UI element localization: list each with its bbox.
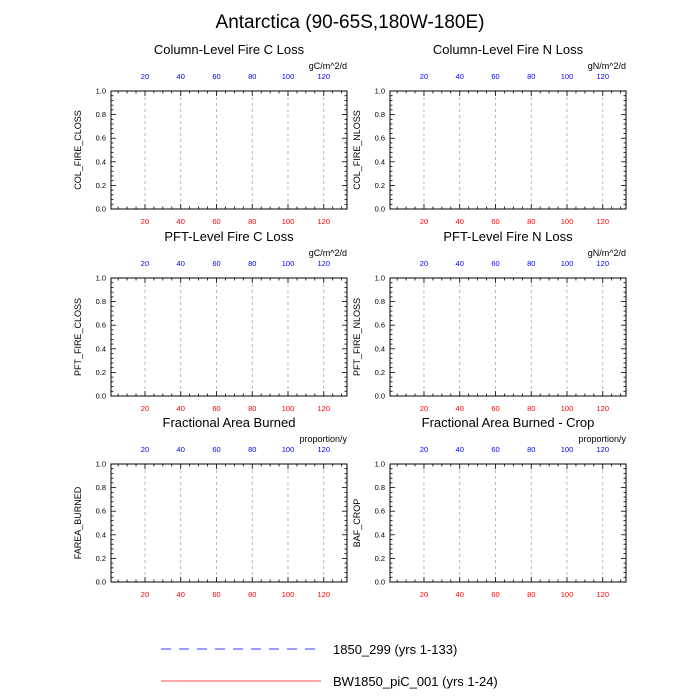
x-tick-label-top: 80: [248, 259, 257, 268]
x-tick-label-top: 20: [140, 72, 150, 81]
legend-label: 1850_299 (yrs 1-133): [333, 642, 458, 657]
x-tick-label-bottom: 60: [212, 590, 221, 599]
chart-panel: [352, 415, 626, 599]
x-tick-label-top: 40: [455, 72, 464, 81]
plot-frame: [111, 464, 347, 582]
x-tick-label-bottom: 60: [491, 590, 500, 599]
units-label: gN/m^2/d: [587, 248, 626, 258]
x-tick-label-top: 100: [560, 72, 574, 81]
y-tick-label: 0.6: [374, 320, 385, 330]
x-tick-label-top: 20: [419, 259, 429, 268]
y-tick-label: 0.6: [95, 320, 106, 330]
x-tick-label-bottom: 20: [140, 590, 150, 599]
y-tick-label: 0.4: [374, 157, 385, 167]
x-tick-label-bottom: 100: [281, 217, 295, 226]
x-tick-label-bottom: 20: [140, 404, 150, 413]
x-tick-label-top: 100: [281, 259, 295, 268]
panel-title: Fractional Area Burned: [162, 415, 296, 430]
panel-title: PFT-Level Fire C Loss: [164, 229, 294, 244]
y-tick-label: 0.2: [95, 367, 106, 377]
y-axis-label: PFT_FIRE_NLOSS: [352, 297, 362, 377]
x-tick-label-top: 80: [527, 259, 536, 268]
x-tick-label-top: 40: [176, 72, 185, 81]
x-tick-label-bottom: 120: [317, 404, 331, 413]
x-tick-label-top: 60: [491, 259, 500, 268]
x-tick-label-top: 120: [596, 445, 610, 454]
x-tick-label-top: 100: [560, 445, 574, 454]
y-tick-label: 0.0: [374, 204, 385, 214]
x-tick-label-top: 60: [491, 72, 500, 81]
x-tick-label-top: 40: [455, 445, 464, 454]
x-tick-label-bottom: 80: [527, 217, 536, 226]
x-tick-label-bottom: 60: [212, 217, 221, 226]
plot-frame: [390, 278, 626, 396]
x-tick-label-bottom: 60: [212, 404, 221, 413]
y-axis-label: FAREA_BURNED: [73, 486, 83, 560]
y-tick-label: 0.8: [374, 297, 385, 307]
y-tick-label: 0.8: [95, 297, 106, 307]
panel-title: Column-Level Fire C Loss: [153, 42, 305, 57]
x-tick-label-bottom: 60: [491, 404, 500, 413]
x-tick-label-bottom: 80: [248, 590, 257, 599]
y-tick-label: 0.4: [95, 157, 106, 167]
x-tick-label-top: 100: [560, 259, 574, 268]
plot-frame: [390, 91, 626, 209]
x-tick-label-bottom: 100: [281, 590, 295, 599]
chart-panels: [73, 42, 626, 599]
plot-frame: [111, 91, 347, 209]
x-tick-label-top: 100: [281, 72, 295, 81]
y-tick-label: 0.2: [95, 553, 106, 563]
units-label: proportion/y: [299, 434, 347, 444]
chart-panel: [352, 42, 626, 226]
panel-title: Fractional Area Burned - Crop: [421, 415, 595, 430]
y-tick-label: 0.2: [374, 180, 385, 190]
y-tick-label: 0.4: [374, 344, 385, 354]
x-tick-label-top: 40: [455, 259, 464, 268]
y-tick-label: 0.4: [95, 344, 106, 354]
y-tick-label: 1.0: [95, 86, 106, 96]
x-tick-label-bottom: 80: [248, 404, 257, 413]
y-axis-label: PFT_FIRE_CLOSS: [73, 297, 83, 377]
x-tick-label-top: 80: [248, 445, 257, 454]
x-tick-label-top: 20: [419, 445, 429, 454]
x-tick-label-top: 40: [176, 445, 185, 454]
units-label: proportion/y: [578, 434, 626, 444]
plot-frame: [390, 464, 626, 582]
x-tick-label-top: 60: [491, 445, 500, 454]
x-tick-label-bottom: 120: [317, 590, 331, 599]
y-tick-label: 1.0: [374, 459, 385, 469]
y-tick-label: 1.0: [95, 273, 106, 283]
y-axis-label: COL_FIRE_NLOSS: [352, 110, 362, 190]
y-tick-label: 0.4: [374, 530, 385, 540]
x-tick-label-bottom: 80: [527, 404, 536, 413]
chart-panel: [352, 229, 626, 413]
x-tick-label-bottom: 120: [596, 590, 610, 599]
x-tick-label-bottom: 100: [560, 217, 574, 226]
x-tick-label-bottom: 100: [281, 404, 295, 413]
x-tick-label-bottom: 120: [317, 217, 331, 226]
x-tick-label-top: 120: [317, 72, 331, 81]
x-tick-label-bottom: 60: [491, 217, 500, 226]
y-tick-label: 0.6: [374, 506, 385, 516]
y-tick-label: 0.0: [374, 577, 385, 587]
chart-panel: [73, 229, 347, 413]
figure-title: Antarctica (90-65S,180W-180E): [215, 12, 485, 33]
y-axis-label: COL_FIRE_CLOSS: [73, 110, 83, 190]
y-tick-label: 0.2: [95, 180, 106, 190]
panel-title: PFT-Level Fire N Loss: [443, 229, 573, 244]
legend-label: BW1850_piC_001 (yrs 1-24): [333, 674, 498, 689]
x-tick-label-top: 20: [140, 259, 150, 268]
x-tick-label-top: 100: [281, 445, 295, 454]
x-tick-label-bottom: 40: [176, 217, 185, 226]
y-tick-label: 0.8: [95, 110, 106, 120]
x-tick-label-top: 120: [596, 72, 610, 81]
x-tick-label-bottom: 20: [140, 217, 150, 226]
x-tick-label-bottom: 100: [560, 404, 574, 413]
x-tick-label-top: 80: [527, 445, 536, 454]
x-tick-label-top: 60: [212, 259, 221, 268]
x-tick-label-bottom: 120: [596, 404, 610, 413]
x-tick-label-top: 120: [317, 259, 331, 268]
y-tick-label: 1.0: [95, 459, 106, 469]
x-tick-label-bottom: 40: [455, 404, 464, 413]
x-tick-label-bottom: 20: [419, 590, 429, 599]
chart-panel: [73, 42, 347, 226]
x-tick-label-bottom: 120: [596, 217, 610, 226]
y-tick-label: 0.6: [95, 133, 106, 143]
x-tick-label-top: 20: [419, 72, 429, 81]
y-tick-label: 1.0: [374, 86, 385, 96]
y-tick-label: 0.0: [95, 391, 106, 401]
y-tick-label: 0.0: [95, 204, 106, 214]
y-tick-label: 0.2: [374, 553, 385, 563]
units-label: gC/m^2/d: [308, 248, 347, 258]
x-tick-label-bottom: 40: [455, 217, 464, 226]
x-tick-label-top: 80: [248, 72, 257, 81]
units-label: gC/m^2/d: [308, 61, 347, 71]
x-tick-label-bottom: 80: [527, 590, 536, 599]
chart-panel: [73, 415, 347, 599]
x-tick-label-bottom: 40: [176, 404, 185, 413]
y-tick-label: 0.8: [95, 483, 106, 493]
units-label: gN/m^2/d: [587, 61, 626, 71]
x-tick-label-top: 80: [527, 72, 536, 81]
x-tick-label-bottom: 100: [560, 590, 574, 599]
y-tick-label: 0.4: [95, 530, 106, 540]
y-tick-label: 0.6: [95, 506, 106, 516]
x-tick-label-top: 60: [212, 445, 221, 454]
x-tick-label-top: 40: [176, 259, 185, 268]
x-tick-label-top: 120: [596, 259, 610, 268]
y-tick-label: 0.8: [374, 483, 385, 493]
y-tick-label: 1.0: [374, 273, 385, 283]
x-tick-label-top: 60: [212, 72, 221, 81]
x-tick-label-top: 120: [317, 445, 331, 454]
x-tick-label-bottom: 80: [248, 217, 257, 226]
x-tick-label-top: 20: [140, 445, 150, 454]
y-tick-label: 0.6: [374, 133, 385, 143]
x-tick-label-bottom: 20: [419, 217, 429, 226]
x-tick-label-bottom: 20: [419, 404, 429, 413]
y-tick-label: 0.2: [374, 367, 385, 377]
y-tick-label: 0.8: [374, 110, 385, 120]
plot-frame: [111, 278, 347, 396]
y-tick-label: 0.0: [374, 391, 385, 401]
y-axis-label: BAF_CROP: [352, 498, 362, 548]
legend: [161, 642, 498, 689]
x-tick-label-bottom: 40: [176, 590, 185, 599]
y-tick-label: 0.0: [95, 577, 106, 587]
x-tick-label-bottom: 40: [455, 590, 464, 599]
panel-title: Column-Level Fire N Loss: [432, 42, 584, 57]
